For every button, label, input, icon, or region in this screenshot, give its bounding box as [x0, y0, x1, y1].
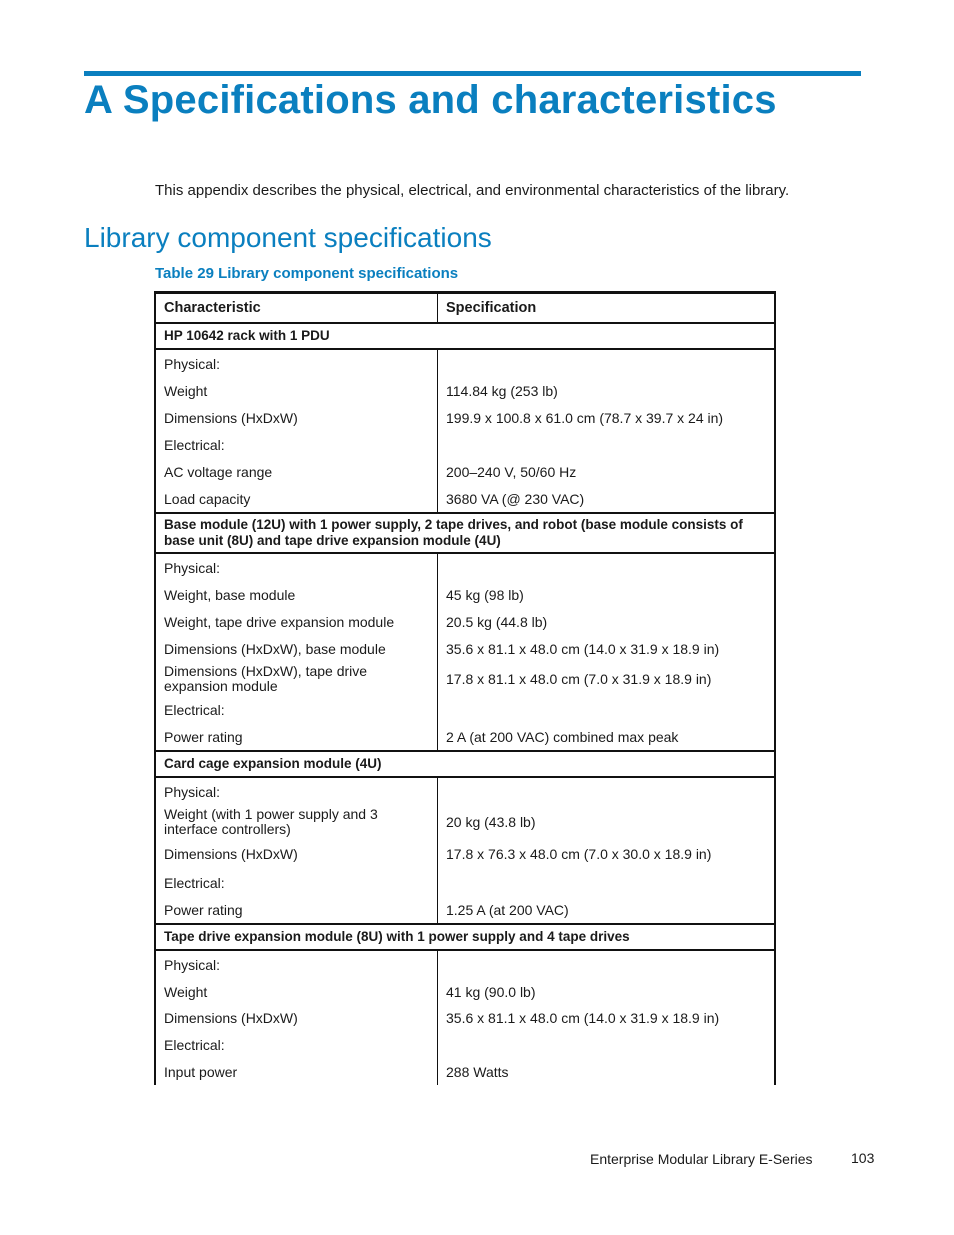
specification-cell: 3680 VA (@ 230 VAC) [446, 490, 585, 507]
characteristic-cell: Dimensions (HxDxW), base module [155, 635, 438, 662]
characteristic-cell: Physical: [155, 777, 438, 805]
intro-paragraph: This appendix describes the physical, electrical, and environmental characteristics of the library. [155, 182, 790, 199]
table-caption: Table 29 Library component specifications [155, 265, 459, 282]
table-row [155, 553, 775, 581]
specification-cell [438, 777, 776, 805]
group-row [155, 751, 775, 777]
characteristic-cell: Power rating [155, 896, 438, 924]
specification-cell [438, 950, 776, 978]
characteristic-cell: Dimensions (HxDxW) [155, 839, 438, 869]
specification-cell [438, 869, 776, 896]
characteristic-cell: Physical: [155, 553, 438, 581]
specification-cell: 35.6 x 81.1 x 48.0 cm (14.0 x 31.9 x 18.9 in) [446, 1010, 720, 1026]
group-title: Card cage expansion module (4U) [155, 751, 775, 777]
table-row [155, 581, 775, 608]
table-row [155, 1058, 775, 1085]
spec-table [154, 291, 776, 1085]
footer-title: Enterprise Modular Library E-Series [590, 1151, 813, 1167]
specification-cell: 17.8 x 81.1 x 48.0 cm (7.0 x 31.9 x 18.9 in) [446, 671, 712, 687]
page-number: 103 [851, 1150, 875, 1166]
table-row [155, 1031, 775, 1058]
table-row [155, 377, 775, 404]
group-title: Base module (12U) with 1 power supply, 2 tape drives, and robot (base module consists of base unit (8U) and tape drive expansion module (4U) [155, 513, 775, 553]
specification-cell [438, 1031, 776, 1058]
group-row [155, 323, 775, 349]
characteristic-cell: Electrical: [155, 431, 438, 458]
header-specification: Specification [438, 293, 776, 324]
characteristic-cell: Input power [155, 1058, 438, 1085]
chapter-rule [84, 71, 861, 76]
characteristic-cell: Weight (with 1 power supply and 3 interface controllers) [155, 805, 438, 839]
specification-cell: 2 A (at 200 VAC) combined max peak [446, 728, 679, 745]
table-row [155, 723, 775, 751]
table-row [155, 349, 775, 377]
table-row [155, 950, 775, 978]
table-row [155, 896, 775, 924]
specification-cell: 35.6 x 81.1 x 48.0 cm (14.0 x 31.9 x 18.9 in) [446, 640, 720, 657]
table-row [155, 978, 775, 1005]
specification-cell: 1.25 A (at 200 VAC) [446, 901, 569, 918]
specification-cell: 45 kg (98 lb) [446, 586, 524, 603]
characteristic-cell: Electrical: [155, 1031, 438, 1058]
table-row [155, 608, 775, 635]
characteristic-cell: Load capacity [155, 485, 438, 513]
specification-cell: 200–240 V, 50/60 Hz [446, 463, 577, 480]
table-row [155, 696, 775, 723]
chapter-title: A Specifications and characteristics [84, 78, 777, 122]
specification-cell: 41 kg (90.0 lb) [446, 983, 536, 1000]
table-row [155, 458, 775, 485]
specification-cell: 114.84 kg (253 lb) [446, 382, 558, 399]
header-row [155, 293, 775, 324]
table-row [155, 635, 775, 662]
characteristic-cell: Power rating [155, 723, 438, 751]
specification-cell [438, 431, 776, 458]
table-row [155, 805, 775, 839]
characteristic-cell: Weight [155, 978, 438, 1005]
characteristic-cell: Weight, base module [155, 581, 438, 608]
group-row [155, 924, 775, 950]
group-title: Tape drive expansion module (8U) with 1 power supply and 4 tape drives [155, 924, 775, 950]
header-characteristic: Characteristic [155, 293, 438, 324]
table-row [155, 777, 775, 805]
characteristic-cell: Physical: [155, 349, 438, 377]
specification-cell [438, 349, 776, 377]
specification-cell: 20.5 kg (44.8 lb) [446, 613, 548, 630]
characteristic-cell: Dimensions (HxDxW), tape drive expansion module [155, 662, 438, 696]
group-title: HP 10642 rack with 1 PDU [155, 323, 775, 349]
characteristic-cell: Dimensions (HxDxW) [155, 404, 438, 431]
specification-cell: 199.9 x 100.8 x 61.0 cm (78.7 x 39.7 x 24 in) [446, 409, 724, 426]
characteristic-cell: Physical: [155, 950, 438, 978]
specification-cell: 20 kg (43.8 lb) [446, 814, 536, 830]
characteristic-cell: AC voltage range [155, 458, 438, 485]
table-row [155, 839, 775, 869]
characteristic-cell: Weight [155, 377, 438, 404]
table-row [155, 1005, 775, 1031]
characteristic-cell: Electrical: [155, 696, 438, 723]
specification-cell [438, 553, 776, 581]
group-row [155, 513, 775, 553]
specification-cell: 288 Watts [446, 1063, 509, 1080]
table-row [155, 485, 775, 513]
table-row [155, 431, 775, 458]
specification-cell [438, 696, 776, 723]
table-row [155, 869, 775, 896]
table-row [155, 404, 775, 431]
characteristic-cell: Dimensions (HxDxW) [155, 1005, 438, 1031]
characteristic-cell: Weight, tape drive expansion module [155, 608, 438, 635]
table-row [155, 662, 775, 696]
section-title: Library component specifications [84, 222, 492, 253]
specification-cell: 17.8 x 76.3 x 48.0 cm (7.0 x 30.0 x 18.9 in) [446, 846, 712, 862]
characteristic-cell: Electrical: [155, 869, 438, 896]
